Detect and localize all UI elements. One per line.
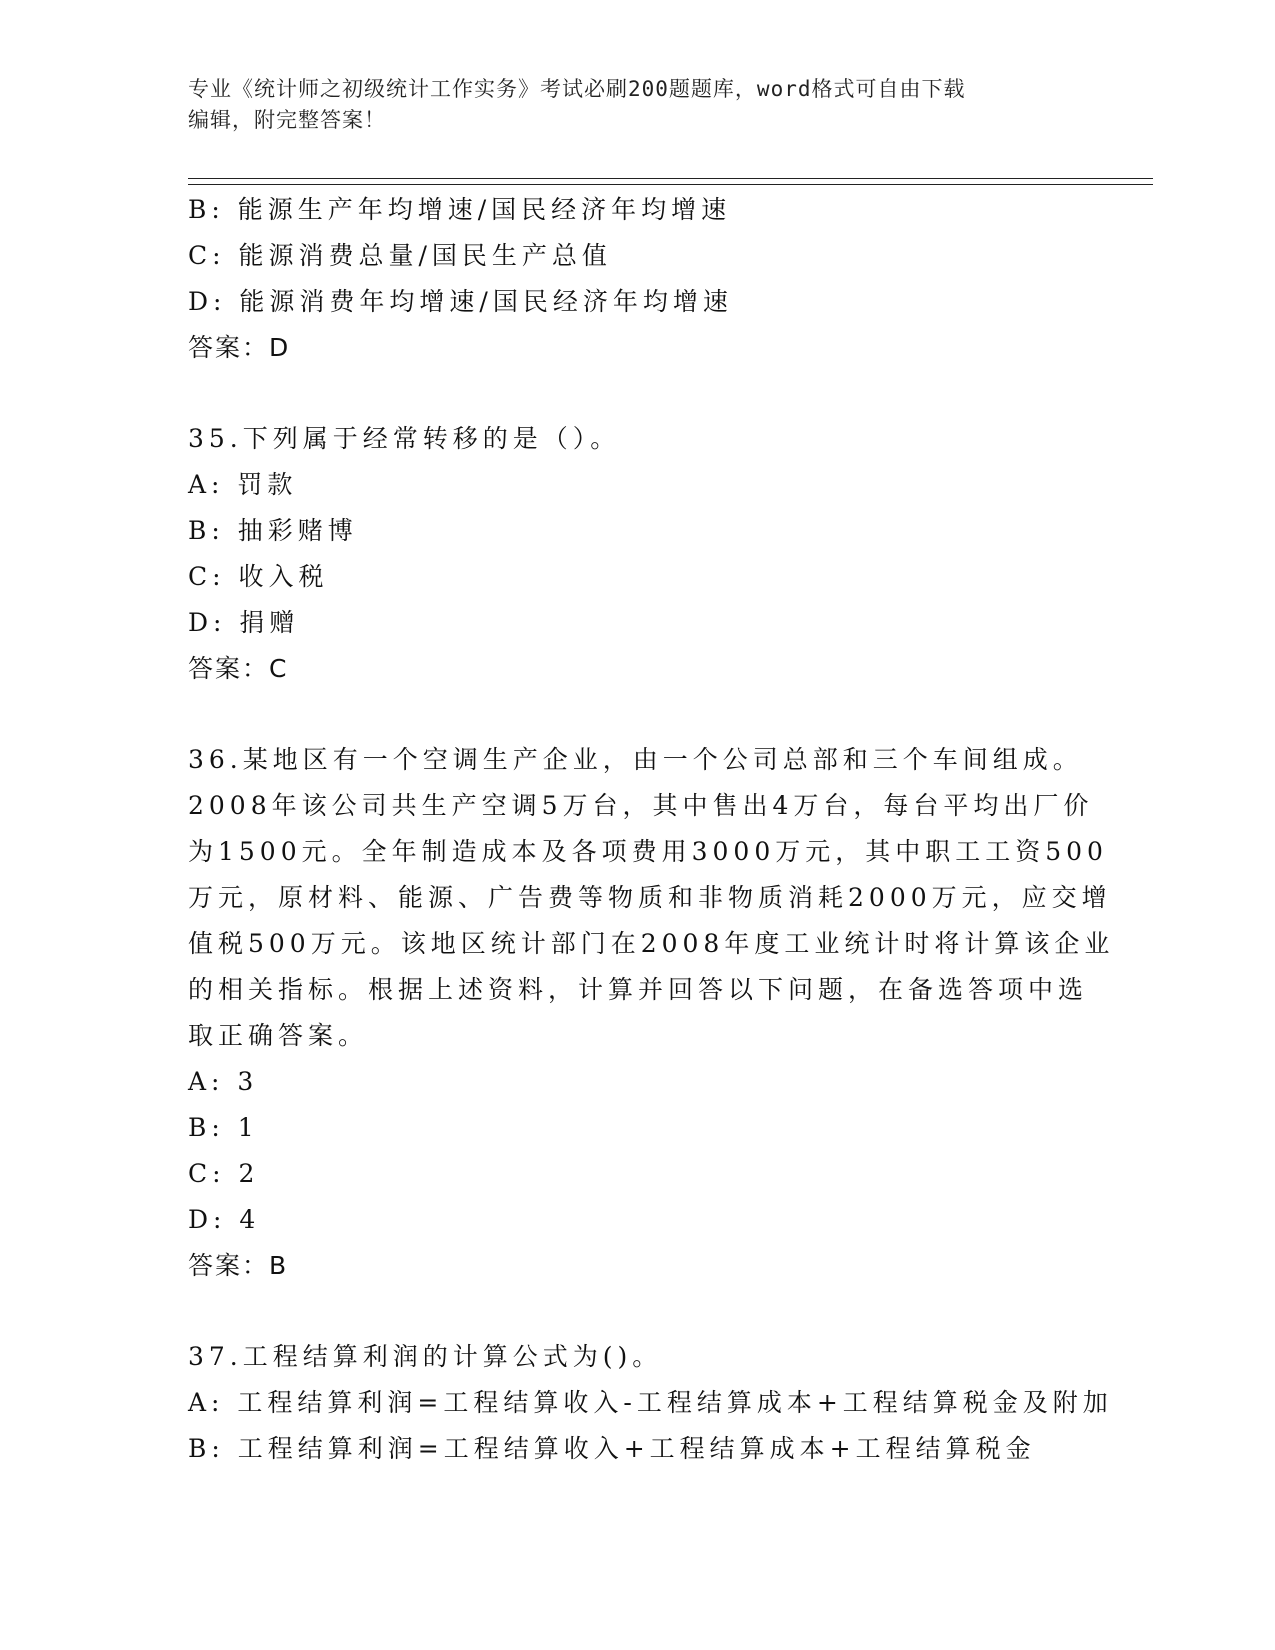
option-d: D: 捐赠 — [188, 608, 300, 637]
question-text: 35.下列属于经常转移的是（）。 — [188, 424, 621, 453]
option-d: D: 4 — [188, 1205, 261, 1234]
question-text-line-2: 2008年该公司共生产空调5万台，其中售出4万台，每台平均出厂价 — [188, 791, 1094, 820]
answer-line: 答案：D — [188, 333, 291, 362]
question-text-line-7: 取正确答案。 — [188, 1021, 369, 1050]
spacer — [188, 1289, 1088, 1334]
question-text: 37.工程结算利润的计算公式为()。 — [188, 1342, 663, 1371]
answer-line: 答案：C — [188, 654, 289, 683]
document-body — [188, 187, 1115, 1472]
header-title-line-2: 编辑，附完整答案！ — [188, 108, 386, 132]
header-divider — [188, 178, 1153, 185]
option-b: B: 工程结算利润=工程结算收入+工程结算成本+工程结算税金 — [188, 1434, 1036, 1463]
question-35 — [188, 416, 1088, 692]
question-37 — [188, 1334, 1113, 1472]
question-text-line-5: 值税500万元。该地区统计部门在2008年度工业统计时将计算该企业 — [188, 929, 1115, 958]
option-c: C: 2 — [188, 1159, 260, 1188]
spacer — [188, 371, 1088, 416]
option-b: B: 1 — [188, 1113, 259, 1142]
spacer — [188, 692, 1088, 737]
header-title-line-1: 专业《统计师之初级统计工作实务》考试必刷200题题库，word格式可自由下载 — [188, 77, 966, 101]
question-34-continued — [188, 187, 1088, 371]
document-header — [188, 74, 1068, 136]
option-b: B: 抽彩赌博 — [188, 516, 358, 545]
answer-line: 答案：B — [188, 1251, 289, 1280]
option-c: C: 收入税 — [188, 562, 329, 591]
question-text-line-6: 的相关指标。根据上述资料，计算并回答以下问题，在备选答项中选 — [188, 975, 1089, 1004]
option-c: C: 能源消费总量/国民生产总值 — [188, 241, 612, 270]
question-text-line-3: 为1500元。全年制造成本及各项费用3000万元，其中职工工资500 — [188, 837, 1108, 866]
option-a: A: 3 — [188, 1067, 259, 1096]
question-text-line-4: 万元，原材料、能源、广告费等物质和非物质消耗2000万元，应交增 — [188, 883, 1112, 912]
question-text-line-1: 36.某地区有一个空调生产企业，由一个公司总部和三个车间组成。 — [188, 745, 1083, 774]
option-d: D: 能源消费年均增速/国民经济年均增速 — [188, 287, 733, 316]
question-36 — [188, 737, 1115, 1289]
option-b: B: 能源生产年均增速/国民经济年均增速 — [188, 195, 732, 224]
option-a: A: 工程结算利润=工程结算收入-工程结算成本+工程结算税金及附加 — [188, 1388, 1113, 1417]
option-a: A: 罚款 — [188, 470, 298, 499]
